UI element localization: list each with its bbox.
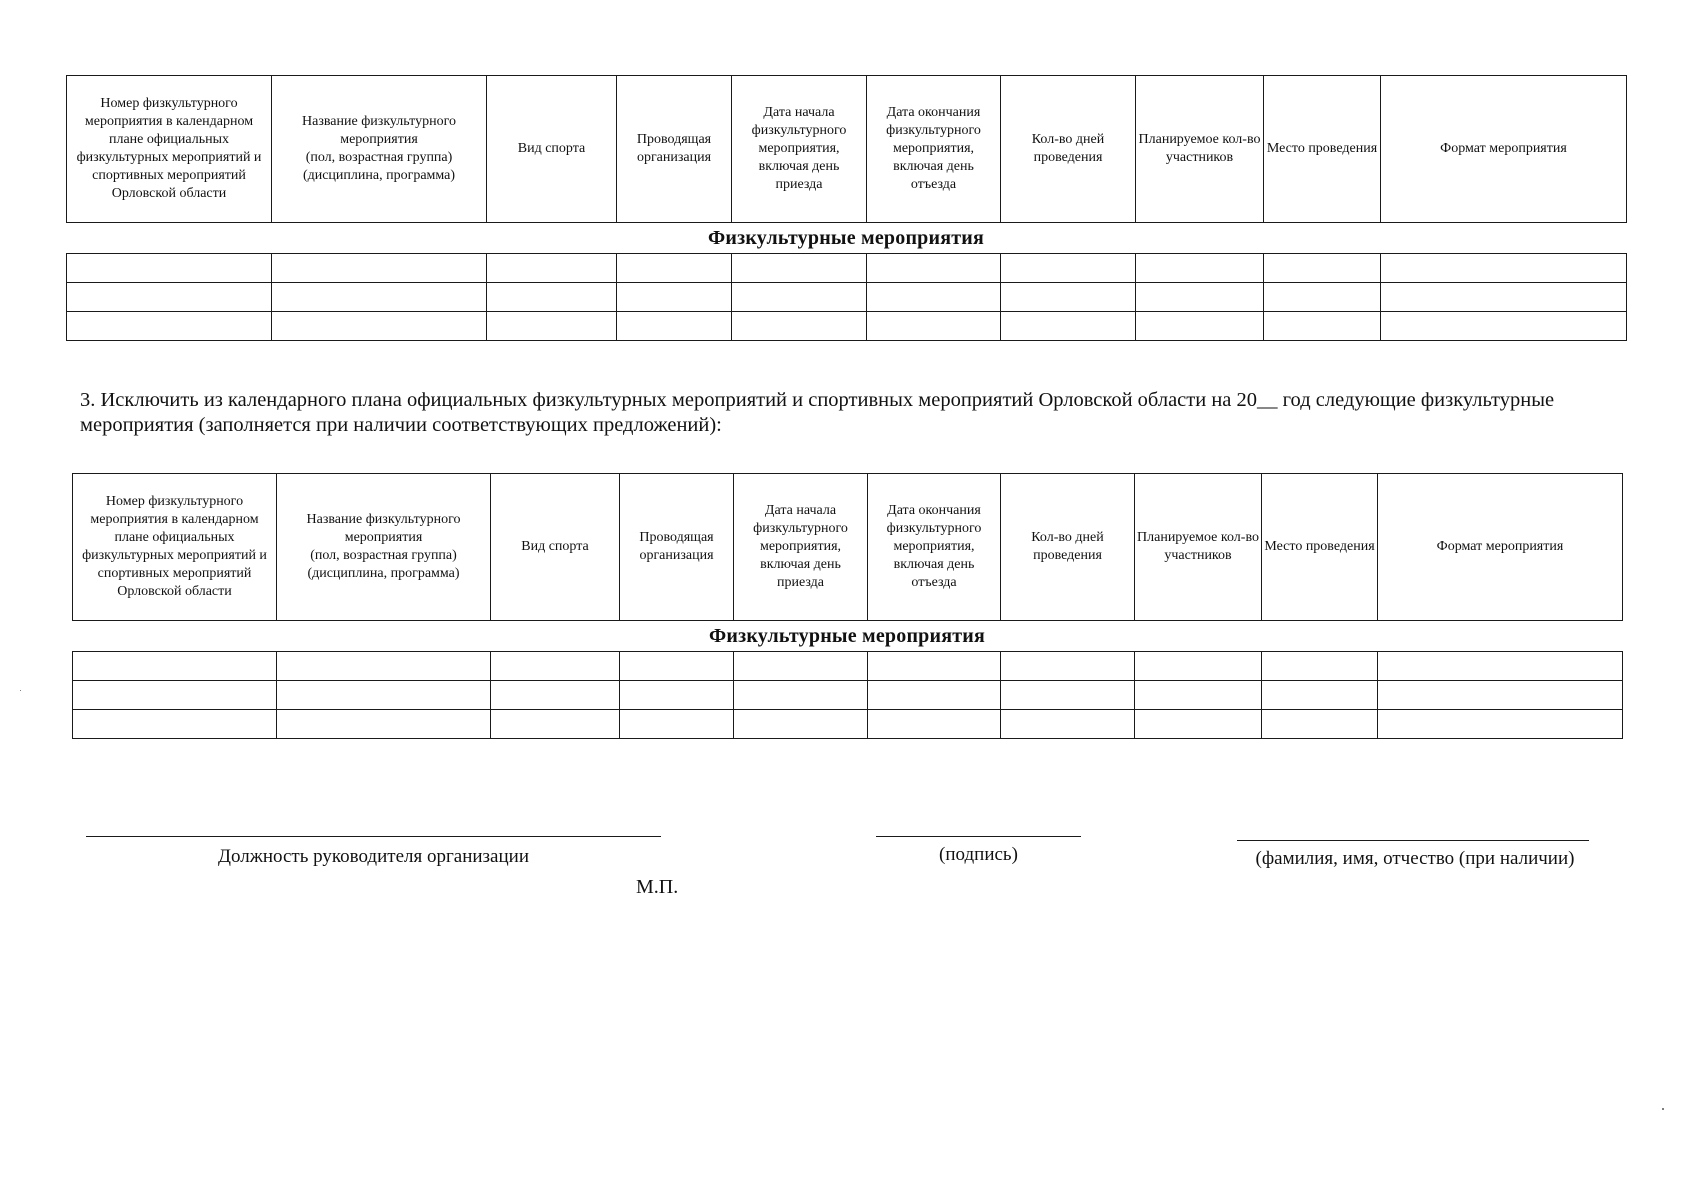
table-row — [73, 710, 1623, 739]
header-cell-participants: Планируемое кол-во участников — [1136, 76, 1264, 223]
section-title: Физкультурные мероприятия — [709, 625, 985, 647]
header-cell-organizer: Проводящая организация — [617, 76, 732, 223]
position-label: Должность руководителя организации — [218, 846, 529, 867]
header-cell-event-number: Номер физкультурного мероприятия в календарном плане официальных физкультурных мероприятий и спортивных мероприятий Орловской области — [73, 474, 277, 621]
name-signature-line — [1237, 840, 1589, 841]
header-cell-sport: Вид спорта — [487, 76, 617, 223]
header-cell-start-date: Дата начала физкультурного мероприятия, включая день приезда — [732, 76, 867, 223]
table-row — [67, 312, 1627, 341]
header-cell-sport: Вид спорта — [491, 474, 620, 621]
name-label: (фамилия, имя, отчество (при наличии) — [1255, 848, 1575, 869]
section-title: Физкультурные мероприятия — [708, 227, 984, 249]
header-cell-participants: Планируемое кол-во участников — [1135, 474, 1262, 621]
header-cell-days-count: Кол-во дней проведения — [1001, 76, 1136, 223]
header-cell-event-number: Номер физкультурного мероприятия в календарном плане официальных физкультурных мероприятий и спортивных мероприятий Орловской области — [67, 76, 272, 223]
events-table-2 — [72, 473, 1622, 739]
stamp-placeholder: М.П. — [636, 876, 679, 898]
header-cell-end-date: Дата окончания физкультурного мероприятия, включая день отъезда — [868, 474, 1001, 621]
events-table-1 — [66, 75, 1626, 341]
header-cell-days-count: Кол-во дней проведения — [1001, 474, 1135, 621]
position-signature-line — [86, 836, 661, 837]
header-cell-organizer: Проводящая организация — [620, 474, 734, 621]
scan-speck — [1662, 1108, 1664, 1110]
table-row — [67, 283, 1627, 312]
header-cell-end-date: Дата окончания физкультурного мероприятия, включая день отъезда — [867, 76, 1001, 223]
header-cell-format: Формат мероприятия — [1378, 474, 1623, 621]
table-2-body — [72, 651, 1623, 739]
table-1-body — [66, 253, 1627, 341]
table-row — [73, 652, 1623, 681]
header-cell-venue: Место проведения — [1262, 474, 1378, 621]
table-row — [67, 254, 1627, 283]
scan-speck — [20, 690, 21, 691]
table-2-header — [72, 473, 1623, 621]
header-cell-start-date: Дата начала физкультурного мероприятия, включая день приезда — [734, 474, 868, 621]
header-cell-venue: Место проведения — [1264, 76, 1381, 223]
header-cell-format: Формат мероприятия — [1381, 76, 1627, 223]
table-1-header — [66, 75, 1627, 223]
table-row — [73, 681, 1623, 710]
exclusion-paragraph: 3. Исключить из календарного плана официальных физкультурных мероприятий и спортивных мероприятий Орловской области на 20__ год следующие физкультурные мероприятия (заполняется при наличии соответствующих предложений): — [80, 389, 1555, 436]
signature-line — [876, 836, 1081, 837]
signature-label: (подпись) — [939, 844, 1018, 865]
header-cell-event-name: Название физкультурного мероприятия (пол, возрастная группа) (дисциплина, программа) — [272, 76, 487, 223]
header-cell-event-name: Название физкультурного мероприятия (пол, возрастная группа) (дисциплина, программа) — [277, 474, 491, 621]
